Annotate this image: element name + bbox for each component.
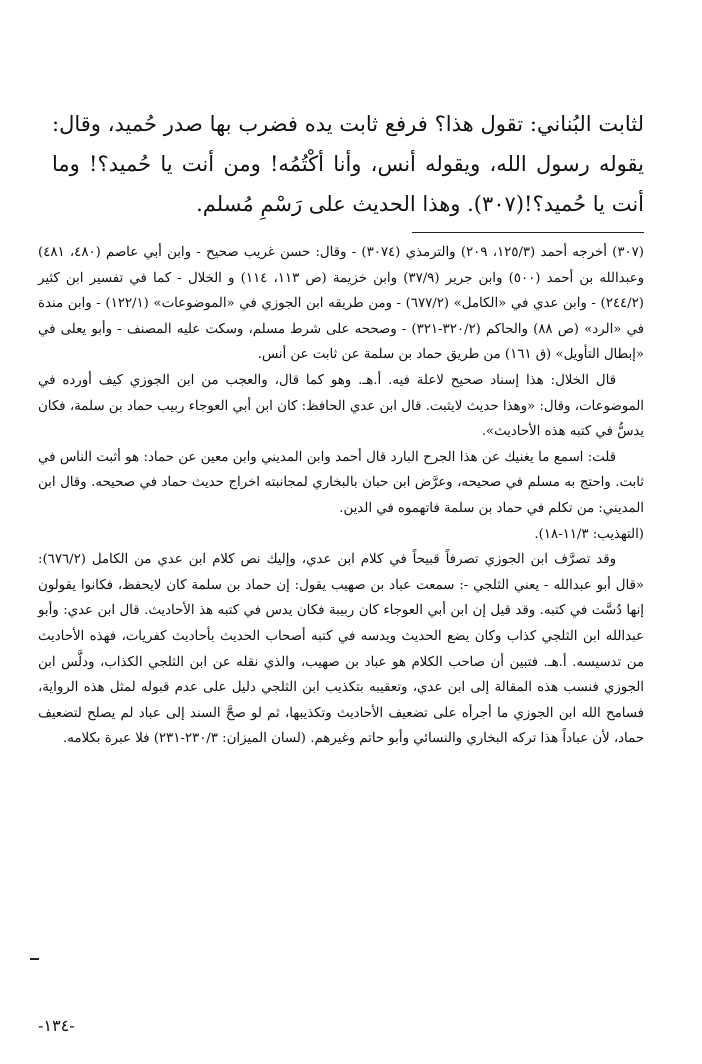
footnote-qultu: قلت: اسمع ما يغنيك عن هذا الجرح البارد قال أحمد وابن المديني وابن معين عن حماد: هو أثبت الناس في ثابت. واحتج به مسلم في صحيحه، وعرَّض ابن حبان بالبخاري لمجانبته اخراج حديث حماد في صحيحه. وقال ابن المديني: من تكلم في حماد بن سلمة فاتهموه في الدين. (38, 449, 644, 516)
footnote-separator (412, 232, 644, 233)
main-paragraph: لثابت البُناني: تقول هذا؟ فرفع ثابت يده فضرب بها صدر حُميد، وقال: يقوله رسول الله، ويقوله أنس، وأنا أكْتُمُه! ومن أنت يا حُميد؟! وما أنت يا حُميد؟!(٣٠٧). وهذا الحديث على رَسْمِ مُسلم. (52, 112, 644, 216)
footnotes (38, 240, 644, 752)
page-number: -١٣٤- (38, 1016, 75, 1035)
footnote-tasarruf: وقد تصرَّف ابن الجوزي تصرفاً قبيحاً في كلام ابن عدي، وإليك نص كلام ابن عدي من الكامل (٦٧٦/٢): «قال أبو عبدالله - يعني الثلجي -: سمعت عباد بن صهيب يقول: إن حماد بن سلمة كان لايحفظ، فكانوا يقولون إنها دُسَّت في كتبه. وقد قيل إن ابن أبي العوجاء كان ربيبة فكان يدس في كتبه هذ الأحاديث. قال ابن عدي: وأبو عبدالله ابن الثلجي كذاب وكان يضع الحديث ويدسه في كتبه أصحاب الحديث بأحاديث كفريات، فهذه الأحاديث من تدسيسه. أ.هـ. فتبين أن صاحب الكلام هو عباد بن صهيب، والذي نقله عن ابن الثلجي الكذاب، ودلَّس ابن الجوزي فنسب هذه المقالة إلى ابن عدي، وتعقيبه بتكذيب ابن الثلجي دليل على عدم قبوله لمثل هذه الرواية، فسامح الله ابن الجوزي ما أجرأه على تضعيف الأحاديث وتكذيبها، ثم لو صحَّ السند إلى عباد لم يصلح لتضعيف حماد، لأن عباداً هذا تركه البخاري والنسائي وأبو حاتم وغيرهم. (لسان الميزان: ٢٣٠/٣-٢٣١) فلا عبرة بكلامه. (38, 552, 644, 747)
footnote-307: (٣٠٧) أخرجه أحمد (١٢٥/٣، ٢٠٩) والترمذي (٣٠٧٤) - وقال: حسن غريب صحيح - وابن أبي عاصم (٤٨٠، ٤٨١) وعبدالله بن أحمد (٥٠٠) وابن جرير (٣٧/٩) وابن خزيمة (ص ١١٣، ١١٤) و الخلال - كما في تفسير ابن كثير (٢٤٤/٢) - وابن عدي في «الكامل» (٦٧٧/٢) - ومن طريقه ابن الجوزي في «الموضوعات» (١٢٢/١) - وابن مندة في «الرد» (ص ٨٨) والحاكم (٣٢٠/٢-٣٢١) - وصححه على شرط مسلم، وسكت عليه المصنف - وأبو يعلى في «إبطال التأويل» (ق ١٦١) من طريق حماد بن سلمة عن ثابت عن أنس. (38, 245, 644, 363)
main-text (52, 104, 644, 224)
margin-mark (30, 958, 39, 960)
footnote-tahdhib: (التهذيب: ١١/٣-١٨). (534, 526, 644, 542)
footnote-khallal: قال الخلال: هذا إسناد صحيح لاعلة فيه. أ.هـ. وهو كما قال، والعجب من ابن الجوزي كيف أورده في الموضوعات، وقال: «وهذا حديث لايثبت. قال ابن عدي الحافظ: كان ابن أبي العوجاء ربيب حماد بن سلمة، فكان يدسُّ في كتبه هذه الأحاديث». (38, 372, 644, 440)
